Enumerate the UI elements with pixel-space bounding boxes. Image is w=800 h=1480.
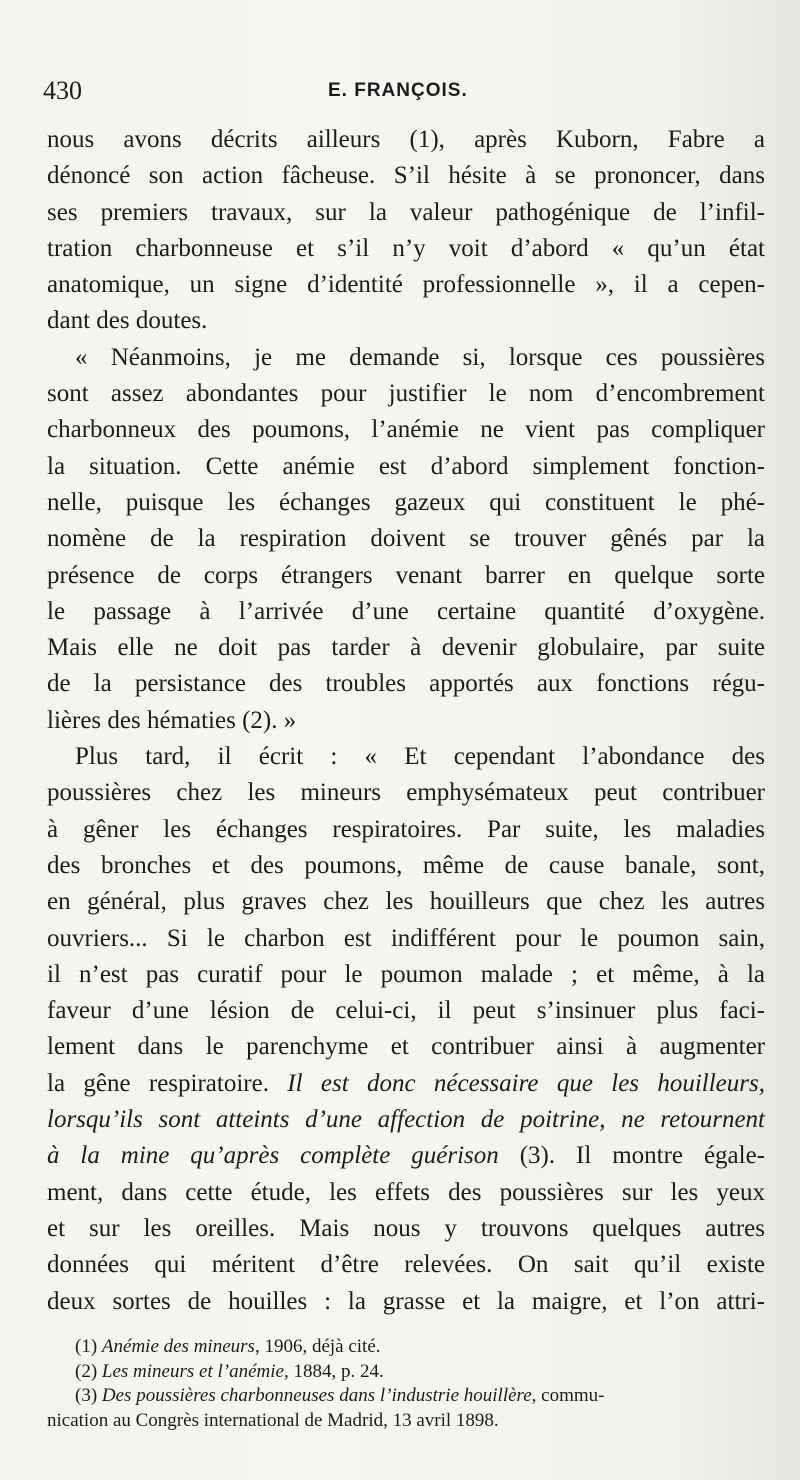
page-header: [43, 76, 763, 112]
footnote-mark: (3): [75, 1385, 98, 1406]
body-text: [47, 122, 765, 1320]
text-line: ment, dans cette étude, les effets des poussières sur les yeux: [47, 1178, 765, 1206]
footnote-text: , 1884, p. 24.: [283, 1360, 384, 1382]
footnote-title: Anémie des mineurs: [101, 1336, 255, 1357]
text-line: tration charbonneuse et s’il n’y voit d’abord « qu’un état: [47, 234, 765, 262]
footnote-continuation: nication au Congrès international de Madrid, 13 avril 1898.: [47, 1409, 499, 1431]
text-line: charbonneux des poumons, l’anémie ne vient pas compliquer: [47, 416, 765, 444]
text-line: « Néanmoins, je me demande si, lorsque ces poussières: [75, 343, 765, 371]
footnote: [47, 1360, 765, 1385]
text-line: faveur d’une lésion de celui-ci, il peut s’insinuer plus faci-: [47, 997, 765, 1025]
text-line: nous avons décrits ailleurs (1), après Kuborn, Fabre a: [47, 126, 765, 153]
italic-passage: lorsqu’ils sont atteints d’une affection de poitrine, ne retournent: [47, 1106, 765, 1134]
text-line: ses premiers travaux, sur la valeur pathogénique de l’infil-: [47, 198, 765, 226]
footnote-mark: (1): [75, 1336, 98, 1357]
footnote: [47, 1384, 765, 1409]
text-line-with-italic: [47, 1066, 765, 1102]
text-line: le passage à l’arrivée d’une certaine quantité d’oxygène.: [47, 597, 765, 625]
text-line: nomène de la respiration doivent se trouver gênés par la: [47, 525, 765, 553]
footnote-mark: (2): [75, 1360, 98, 1382]
text-line-with-italic: [47, 1138, 765, 1174]
page-number: 430: [43, 76, 82, 105]
text-line: lement dans le parenchyme et contribuer ainsi à augmenter: [47, 1033, 765, 1061]
text-line: dénoncé son action fâcheuse. S’il hésite à se prononcer, dans: [47, 162, 765, 190]
text-line: Plus tard, il écrit : « Et cependant l’abondance des: [75, 743, 765, 771]
text-line: et sur les oreilles. Mais nous y trouvons quelques autres: [47, 1214, 765, 1242]
text-line: il n’est pas curatif pour le poumon malade ; et même, à la: [47, 960, 765, 988]
text-line: de la persistance des troubles apportés aux fonctions régu-: [47, 670, 765, 698]
italic-passage: à la mine qu’après complète guérison: [47, 1142, 499, 1170]
text-line: poussières chez les mineurs emphysémateux peut contribuer: [47, 779, 765, 807]
footnote-text: , 1906, déjà cité.: [254, 1336, 381, 1357]
italic-passage: Il est donc nécessaire que les houilleurs,: [287, 1069, 765, 1097]
text-line: des bronches et des poumons, même de cause banale, sont,: [47, 851, 765, 879]
text-line: deux sortes de houilles : la grasse et la maigre, et l’on attri-: [47, 1287, 765, 1315]
text-segment: la gêne respiratoire.: [47, 1069, 269, 1097]
text-line: dant des doutes.: [47, 307, 208, 335]
text-line: sont assez abondantes pour justifier le nom d’encombrement: [47, 380, 765, 408]
footnote-title: Les mineurs et l’anémie: [101, 1360, 284, 1382]
text-line: Mais elle ne doit pas tarder à devenir globulaire, par suite: [47, 634, 765, 662]
text-segment: (3). Il montre égale-: [498, 1142, 765, 1170]
text-line: anatomique, un signe d’identité professionnelle », il a cepen-: [47, 271, 765, 299]
text-line: à gêner les échanges respiratoires. Par suite, les maladies: [47, 815, 765, 843]
text-line: données qui méritent d’être relevées. On sait qu’il existe: [47, 1251, 765, 1279]
text-line: lières des hématies (2). »: [47, 706, 297, 734]
text-line: ouvriers... Si le charbon est indifférent pour le poumon sain,: [47, 924, 765, 952]
text-line: la situation. Cette anémie est d’abord simplement fonction-: [47, 452, 765, 480]
text-line: nelle, puisque les échanges gazeux qui constituent le phé-: [47, 488, 765, 516]
footnote: [47, 1335, 765, 1360]
footnote-text: , commu-: [531, 1385, 605, 1406]
footnote-title: Des poussières charbonneuses dans l’industrie houillère: [101, 1385, 532, 1406]
italic-line: [47, 1102, 765, 1138]
footnotes: [47, 1335, 765, 1433]
text-line: en général, plus graves chez les houilleurs que chez les autres: [47, 888, 765, 916]
running-head: E. FRANÇOIS.: [328, 80, 468, 101]
text-line: présence de corps étrangers venant barrer en quelque sorte: [47, 561, 765, 589]
